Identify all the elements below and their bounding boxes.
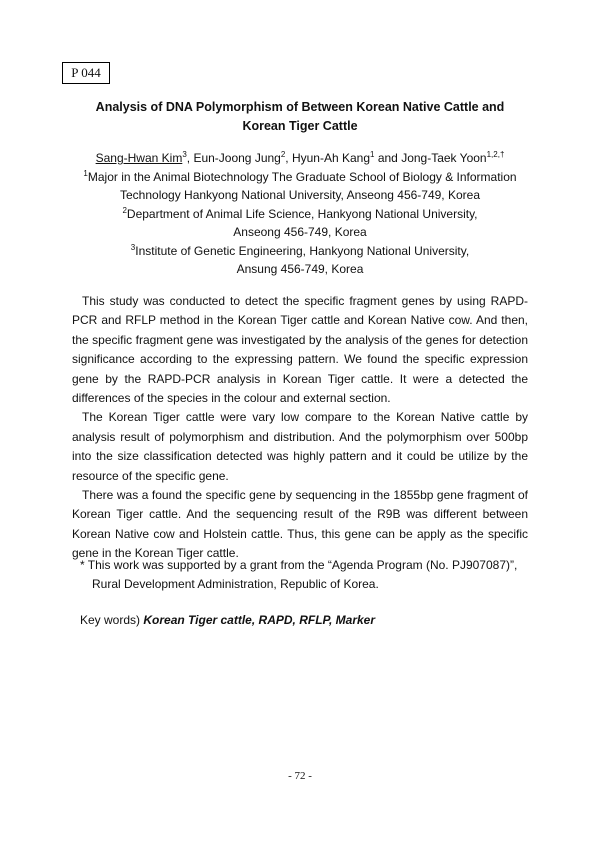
affiliation-3-line-1: Institute of Genetic Engineering, Hankyong National University,: [135, 243, 470, 258]
affiliation-1-sup: 1: [83, 168, 88, 178]
affiliation-2-line-2: Anseong 456-749, Korea: [233, 225, 367, 239]
author-4-sup: 1,2,†: [486, 150, 505, 159]
funding-footnote: [80, 556, 530, 594]
author-4-name: Jong-Taek Yoon: [401, 151, 487, 165]
affiliation-2-sup: 2: [122, 205, 127, 215]
abstract-id-badge: P 044: [62, 62, 110, 84]
author-1-name: Sang-Hwan Kim: [95, 151, 183, 165]
footnote-line-2: Rural Development Administration, Republic of Korea.: [92, 577, 379, 591]
title-line-1: Analysis of DNA Polymorphism of Between Korean Native Cattle and: [95, 100, 505, 114]
affiliation-3: [55, 242, 545, 279]
keywords-values: Korean Tiger cattle, RAPD, RFLP, Marker: [143, 613, 376, 627]
abstract-paragraph-1: This study was conducted to detect the specific fragment genes by using RAPD-PCR and RFLP method in the Korean Tiger cattle and Korean Native cow. And then, the specific fragment gene was investigated by the analysis of the genes for detection significance according to the expressing pattern. We found the specific expression gene by the RAPD-PCR analysis in Korean Tiger cattle. It were a detected the differences of the species in the colour and external section.: [72, 294, 528, 406]
affiliation-2-line-1: Department of Animal Life Science, Hankyong National University,: [126, 206, 478, 221]
abstract-paragraph-2: The Korean Tiger cattle were vary low compare to the Korean Native cattle by analysis result of polymorphism and distribution. And the polymorphism over 500bp into the size classification detected was highly pattern and it could be utilize by the resource of the specific gene.: [72, 410, 528, 483]
affiliation-3-sup: 3: [130, 242, 136, 252]
keywords-label: Key words): [80, 613, 141, 627]
affiliation-1-line-2: Technology Hankyong National University, Anseong 456-749, Korea: [120, 188, 480, 202]
author-1-sup: 3: [182, 150, 187, 159]
author-2-sup: 2: [280, 150, 286, 159]
title-line-2: Korean Tiger Cattle: [242, 119, 358, 133]
paper-title: [60, 98, 540, 136]
author-3-sup: 1: [370, 150, 375, 159]
keywords-line: [80, 611, 375, 630]
page-number: - 72 -: [288, 770, 312, 782]
affiliation-1: [55, 168, 545, 205]
footnote-line-1: * This work was supported by a grant from the “Agenda Program (No. PJ907087)”,: [80, 558, 518, 572]
author-2-name: Eun-Joong Jung: [193, 151, 281, 165]
abstract-paragraph-3: There was a found the specific gene by sequencing in the 1855bp gene fragment of Korean Tiger cattle. And the sequencing result of the R9B was different between Korean Native cow and Holstein cattle. Thus, this gene can be apply as the specific gene in the Korean Tiger cattle.: [72, 488, 528, 561]
author-3-name: Hyun-Ah Kang: [291, 151, 371, 165]
abstract-body: [72, 292, 528, 564]
affiliation-3-line-2: Ansung 456-749, Korea: [236, 262, 364, 276]
affiliation-2: [55, 205, 545, 242]
author-and: and: [377, 151, 398, 165]
author-block: [55, 149, 545, 279]
author-line: Sang-Hwan Kim$^3$, Eun-Joong Jung$^2$, Hyun-Ah Kang$^1$ and Jong-Taek Yoon$^{1,2,\dagger}$: [95, 150, 505, 165]
affiliation-1-line-1: Major in the Animal Biotechnology The Graduate School of Biology & Information: [87, 169, 517, 184]
